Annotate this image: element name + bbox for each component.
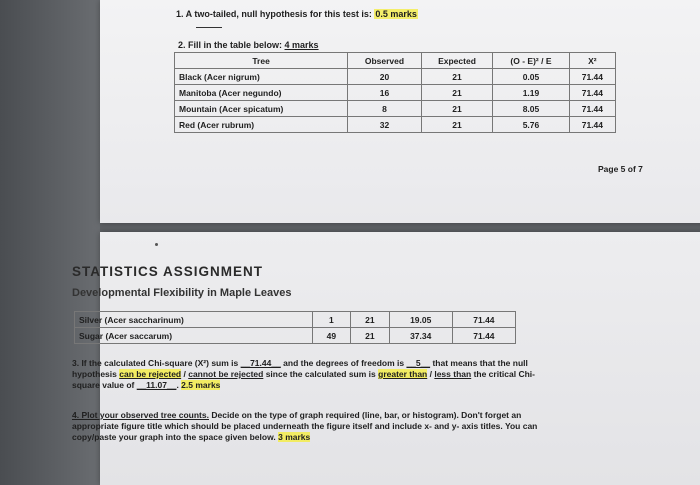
page-number: Page 5 of 7 xyxy=(598,164,643,174)
page-subtitle: Developmental Flexibility in Maple Leaves xyxy=(72,287,292,299)
question-2-marks: 4 marks xyxy=(284,40,319,50)
header-expected: Expected xyxy=(421,53,492,69)
question-4: 4. Plot your observed tree counts. Decide on the type of graph required (line, bar, or histogram). Don't forget an appropriate figure title which should be placed underneath the figure itself and include x- and y- axis titles. You can copy/paste your graph into the space given below. 3 marks xyxy=(72,410,538,442)
question-3-marks: 2.5 marks xyxy=(181,380,221,390)
document-page-5 xyxy=(100,0,700,223)
question-4-lead: 4. Plot your observed tree counts. xyxy=(72,410,209,420)
chi-square-table-continued xyxy=(74,311,516,344)
table-row: Mountain (Acer spicatum) 8 21 8.05 71.44 xyxy=(175,101,616,117)
header-o-e: (O - E)² / E xyxy=(493,53,570,69)
option-cannot-be-rejected: cannot be rejected xyxy=(188,369,264,379)
table-row: Manitoba (Acer negundo) 16 21 1.19 71.44 xyxy=(175,85,616,101)
header-chi-square: X² xyxy=(569,53,615,69)
table-header-row xyxy=(175,53,616,69)
table-row: Black (Acer nigrum) 20 21 0.05 71.44 xyxy=(175,69,616,85)
question-2: 2. Fill in the table below: 4 marks xyxy=(178,40,319,50)
bullet-dot xyxy=(155,243,158,246)
question-1-marks: 0.5 marks xyxy=(375,9,417,19)
option-can-be-rejected: can be rejected xyxy=(119,369,182,379)
table-row: Sugar (Acer saccarum) 49 21 37.34 71.44 xyxy=(75,328,516,344)
chi-square-table xyxy=(174,52,616,133)
answer-line xyxy=(196,27,222,28)
table-row: Red (Acer rubrum) 32 21 5.76 71.44 xyxy=(175,117,616,133)
page-title: STATISTICS ASSIGNMENT xyxy=(72,264,264,279)
table-row: Silver (Acer saccharinum) 1 21 19.05 71.44 xyxy=(75,312,516,328)
header-tree: Tree xyxy=(175,53,348,69)
question-3: 3. If the calculated Chi-square (X²) sum is __71.44__ and the degrees of freedom is __5__ that means that the null hypothesis can be rejected / cannot be rejected since the calculated sum is greater than / less than the critical Chi-square value of __11.07__. 2.5 marks xyxy=(72,358,535,390)
option-less-than: less than xyxy=(434,369,472,379)
question-1: 1. A two-tailed, null hypothesis for this test is: 0.5 marks xyxy=(176,9,417,19)
question-4-marks: 3 marks xyxy=(278,432,311,442)
option-greater-than: greater than xyxy=(378,369,428,379)
header-observed: Observed xyxy=(348,53,422,69)
